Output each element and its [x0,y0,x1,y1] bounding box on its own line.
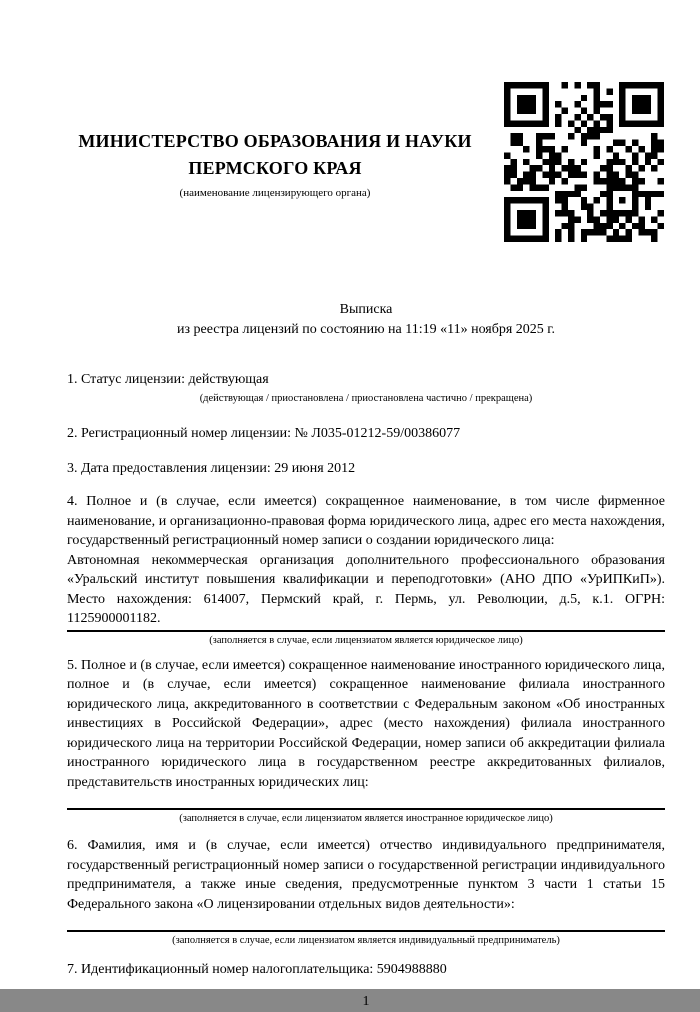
document-title-block [67,300,665,340]
legal-entity-answer: Автономная некоммерческая организация дополнительного профессионального образования «Уральский институт повышения квалификации и переподготовки» (АНО ДПО «УрИПКиП»). Место нахождения: 614007, Пермский край, г. Пермь, ул. Революции, д.5, к.1. ОГРН: 1125900001182. [67,551,665,632]
item-license-status [67,370,665,406]
licensing-authority-block [45,128,505,199]
ministry-name-line2: ПЕРМСКОГО КРАЯ [188,158,362,178]
item-registration-number: 2. Регистрационный номер лицензии: № Л035-01212-59/00386077 [67,426,461,441]
page-number: 1 [362,994,370,1009]
license-status-note: (действующая / приостановлена / приостановлена частично / прекращена) [199,393,533,404]
legal-entity-question: 4. Полное и (в случае, если имеется) сокращенное наименование, в том числе фирменное наименование, и организационно-правовая форма юридического лица, адрес его места нахождения, государственный регистрационный номер записи о создании юридического лица: [67,494,665,548]
qr-code-icon [504,82,664,242]
licensing-authority-caption: (наименование лицензирующего органа) [179,187,371,199]
foreign-entity-answer-underline [67,792,665,810]
document-title: Выписка [339,302,393,317]
item-legal-entity [67,492,665,648]
document-body [67,300,665,1012]
item-entrepreneur [67,836,665,948]
item-taxpayer-number: 7. Идентификационный номер налогоплательщика: 5904988880 [67,962,447,977]
document-subtitle: из реестра лицензий по состоянию на 11:19 «11» ноября 2025 г. [177,322,555,337]
foreign-entity-note: (заполняется в случае, если лицензиатом является иностранное юридическое лицо) [179,813,553,824]
item-grant-date: 3. Дата предоставления лицензии: 29 июня 2012 [67,461,356,476]
license-status-text: 1. Статус лицензии: действующая [67,372,269,387]
foreign-entity-question: 5. Полное и (в случае, если имеется) сокращенное наименование иностранного юридического лица, полное и (в случае, если имеется) сокращенное наименование филиала иностранного юридического лица, аккредитованного в соответствии с Федеральным законом «Об иностранных инвестициях в Российской Федерации», адрес (место нахождения) филиала иностранного юридического лица на территории Российской Федерации, номер записи об аккредитации филиала иностранного юридического лица в государственном реестре аккредитованных филиалов, представительств иностранных юридических лиц: [67,657,665,790]
item-foreign-entity [67,656,665,827]
entrepreneur-answer-underline [67,914,665,932]
legal-entity-note: (заполняется в случае, если лицензиатом является юридическое лицо) [209,634,523,646]
document-header [0,0,700,245]
ministry-name-line1: МИНИСТЕРСТВО ОБРАЗОВАНИЯ И НАУКИ [78,131,472,151]
entrepreneur-question: 6. Фамилия, имя и (в случае, если имеется) отчество индивидуального предпринимателя, государственный регистрационный номер записи о государственной регистрации индивидуального предпринимателя, а также иные сведения, предусмотренные пунктом 3 части 1 статьи 15 Федерального закона «О лицензировании отдельных видов деятельности»: [67,838,665,912]
entrepreneur-note: (заполняется в случае, если лицензиатом является индивидуальный предприниматель) [172,935,560,946]
